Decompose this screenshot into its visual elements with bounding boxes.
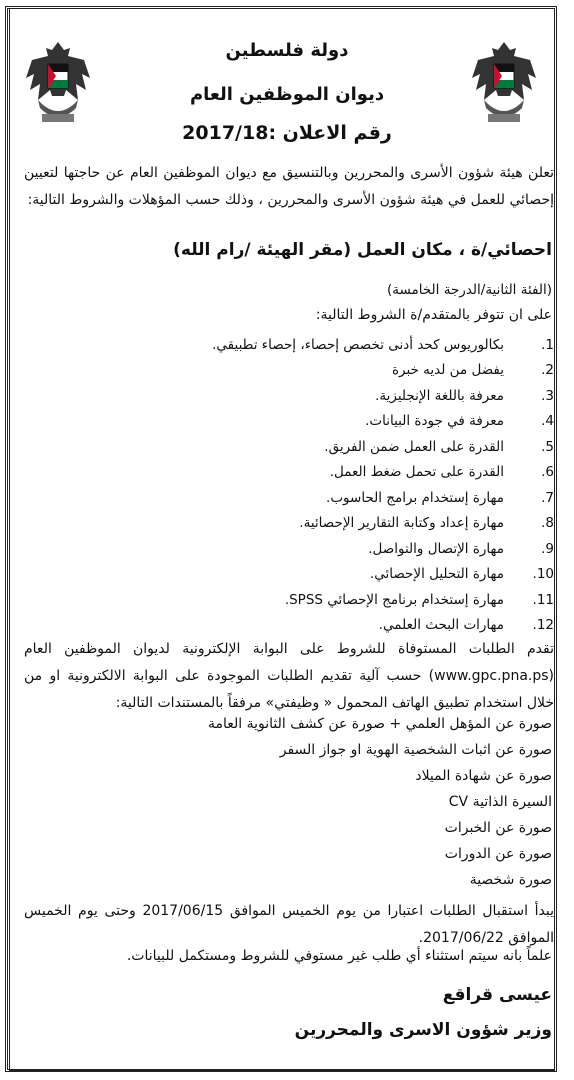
item-text: مهارة الإتصال والتواصل. [368, 540, 504, 557]
item-number: 6. [541, 464, 554, 481]
list-item [34, 434, 554, 460]
job-grade: (الفئة الثانية/الدرجة الخامسة) [386, 282, 552, 298]
palestine-emblem-icon [22, 38, 94, 130]
list-item [34, 485, 554, 511]
list-item: صورة عن الدورات [444, 846, 552, 862]
item-text: مهارة إستخدام برنامج الإحصائي SPSS. [284, 591, 504, 608]
list-item [34, 511, 554, 537]
list-item: صورة عن اثبات الشخصية الهوية او جواز السفر [279, 742, 552, 758]
item-number: 9. [541, 540, 554, 557]
list-item [34, 536, 554, 562]
item-text: مهارة التحليل الإحصائي. [369, 566, 504, 583]
list-item [34, 383, 554, 409]
list-item [34, 460, 554, 486]
item-number: 1. [541, 336, 554, 353]
item-text: معرفة في جودة البيانات. [365, 413, 504, 430]
item-text: مهارة إعداد وكتابة التقارير الإحصائية. [299, 515, 504, 532]
signatory-title: وزير شؤون الاسرى والمحررين [294, 1020, 552, 1040]
job-title: احصائي/ة ، مكان العمل (مقر الهيئة /رام الله) [173, 240, 552, 260]
item-number: 4. [541, 413, 554, 430]
palestine-emblem-icon [468, 38, 540, 130]
list-item: السيرة الذاتية CV [448, 794, 552, 810]
list-item [34, 613, 554, 639]
item-text: القدرة على العمل ضمن الفريق. [324, 438, 504, 455]
list-item: صورة عن شهادة الميلاد [415, 768, 552, 784]
bureau-name: ديوان الموظفين العام [189, 84, 385, 105]
dates-paragraph: يبدأ استقبال الطلبات اعتبارا من يوم الخميس الموافق 2017/06/15 وحتى يوم الخميس الموافق 2017/06/22. [24, 903, 554, 946]
item-number: 12. [532, 617, 554, 634]
item-number: 3. [541, 387, 554, 404]
conditions-intro: على ان تتوفر بالمتقدم/ة الشروط التالية: [315, 307, 552, 323]
list-item [34, 587, 554, 613]
item-text: بكالوريوس كحد أدنى تخصص إحصاء، إحصاء تطبيقي. [212, 336, 504, 353]
item-text: يفضل من لديه خبرة [391, 362, 504, 379]
application-paragraph: تقدم الطلبات المستوفاة للشروط على البوابة الإلكترونية لديوان الموظفين العام (www.gpc.pna.ps) حسب آلية تقديم الطلبات الموجودة على البوابة الالكترونية او من خلال استخدام تطبيق الهاتف المحمول « وظيفتي» مرفقاً بالمستندات التالية: [24, 641, 554, 711]
item-number: 5. [541, 438, 554, 455]
state-name: دولة فلسطين [225, 40, 349, 61]
list-item: صورة عن الخبرات [444, 820, 552, 836]
documents-list [208, 716, 552, 898]
list-item [34, 332, 554, 358]
intro-paragraph: تعلن هيئة شؤون الأسرى والمحررين وبالتنسيق مع ديوان الموظفين العام عن حاجتها لتعيين إحصائي للعمل في هيئة شؤون الأسرى والمحررين ، وذلك حسب المؤهلات والشروط التالية: [24, 165, 554, 208]
ad-number: رقم الاعلان :2017/18 [182, 122, 392, 144]
signatory-name: عيسى قراقع [442, 985, 552, 1005]
list-item: صورة شخصية [469, 872, 552, 888]
item-number: 8. [541, 515, 554, 532]
list-item [34, 358, 554, 384]
item-text: مهارة إستخدام برامج الحاسوب. [326, 489, 504, 506]
item-text: القدرة على تحمل ضغط العمل. [329, 464, 504, 481]
list-item: صورة عن المؤهل العلمي + صورة عن كشف الثانوية العامة [207, 716, 552, 732]
item-text: مهارات البحث العلمي. [378, 617, 504, 634]
note-text: علماً بانه سيتم استثناء أي طلب غير مستوفي للشروط ومستكمل للبيانات. [126, 948, 552, 964]
item-number: 7. [541, 489, 554, 506]
item-number: 11. [532, 591, 554, 608]
list-item [34, 562, 554, 588]
item-text: معرفة باللغة الإنجليزية. [375, 387, 504, 404]
requirements-list [34, 332, 554, 638]
item-number: 2. [541, 362, 554, 379]
list-item [34, 409, 554, 435]
item-number: 10. [532, 566, 554, 583]
